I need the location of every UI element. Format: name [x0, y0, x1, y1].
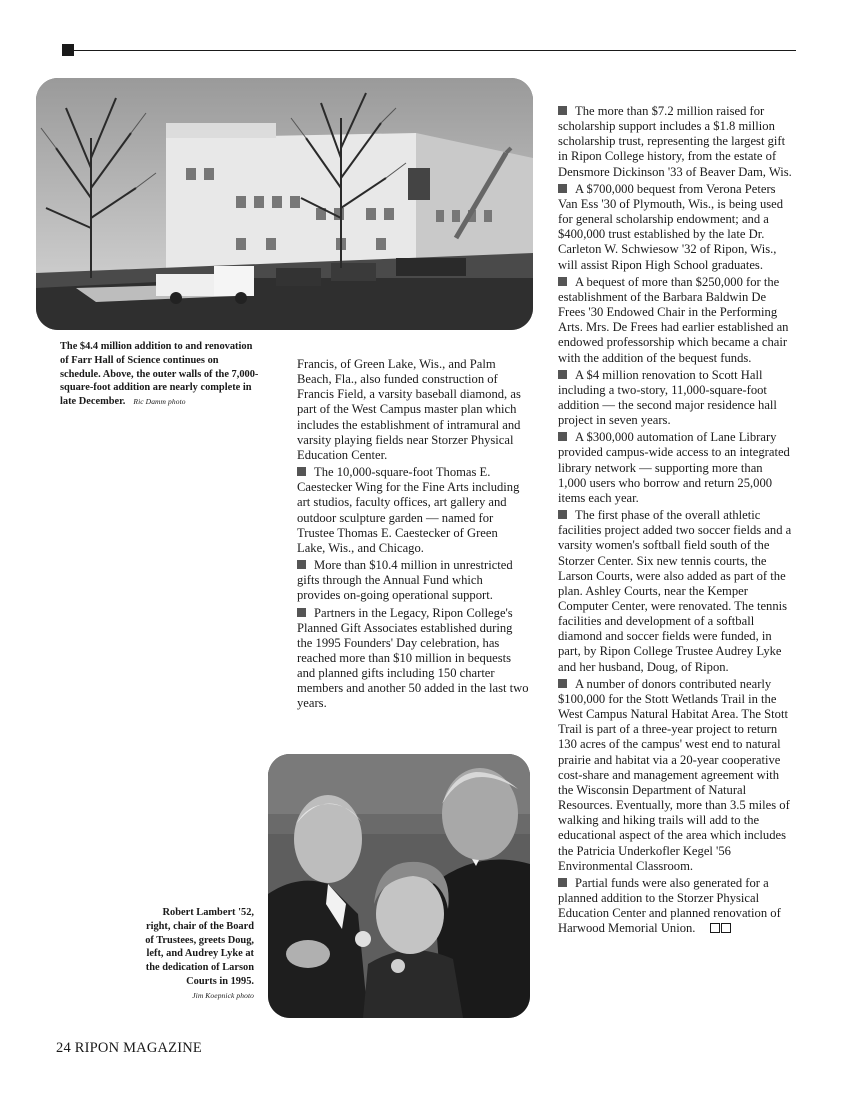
- paragraph-text: Partners in the Legacy, Ripon College's Planned Gift Associates established during the 1995 Founders' Day celebration, has reached more than $10 million in bequests and planned gifts including 150 charter members and another 50 added in the last two years.: [297, 605, 529, 711]
- middle-paragraph: [297, 465, 529, 556]
- square-bullet-icon: [558, 878, 567, 887]
- page-footer: [56, 1040, 202, 1057]
- larson-courts-dedication-photo: [268, 754, 530, 1018]
- paragraph-text: The more than $7.2 million raised for scholarship support includes a $1.8 million scholarship trust, representing the largest gift in Ripon College history, from the estate of Densmore Dickinson '33 of Beaver Dam, Wis.: [558, 104, 792, 179]
- square-bullet-icon: [297, 560, 306, 569]
- end-of-article-icon: [709, 921, 731, 936]
- right-paragraph: [558, 508, 792, 675]
- top-photo-caption: [60, 340, 260, 409]
- right-paragraph: [558, 677, 792, 874]
- square-bullet-icon: [558, 432, 567, 441]
- right-paragraph: [558, 368, 792, 429]
- paragraph-text: A $300,000 automation of Lane Library provided campus-wide access to an integrated library network — supporting more than 1,000 users who borrow and return 25,000 items each year.: [558, 430, 790, 505]
- paragraph-text: A $700,000 bequest from Verona Peters Van Ess '30 of Plymouth, Wis., is being used for general scholarship endowment; and a $400,000 trust established by the late Dr. Carleton W. Schwiesow '32 of Ripon, Wis., will assist Ripon High School graduates.: [558, 181, 784, 272]
- square-bullet-icon: [558, 510, 567, 519]
- bottom-photo-caption: [136, 906, 254, 1003]
- middle-paragraph: [297, 357, 529, 463]
- bottom-photo-credit: Jim Koepnick photo: [192, 990, 254, 1000]
- square-bullet-icon: [558, 277, 567, 286]
- right-paragraph: [558, 104, 792, 180]
- magazine-name: RIPON MAGAZINE: [74, 1040, 202, 1056]
- square-bullet-icon: [297, 467, 306, 476]
- square-bullet-icon: [558, 679, 567, 688]
- square-bullet-icon: [558, 106, 567, 115]
- section-rule-square: [62, 44, 74, 56]
- paragraph-text: Francis, of Green Lake, Wis., and Palm Beach, Fla., also funded construction of Francis Field, a varsity baseball diamond, as part of the West Campus master plan which includes the establishment of intramural and varsity playing fields near Storzer Physical Education Center.: [297, 357, 521, 462]
- paragraph-text: A bequest of more than $250,000 for the establishment of the Barbara Baldwin De Frees '30 Endowed Chair in the Performing Arts. Mrs. De Frees had earlier established an endowed professorship which became a chair with the addition of the bequest funds.: [558, 274, 789, 365]
- square-bullet-icon: [297, 608, 306, 617]
- page-number: 24: [56, 1040, 71, 1056]
- square-bullet-icon: [558, 184, 567, 193]
- middle-paragraph: [297, 558, 529, 603]
- right-text-column: [558, 104, 792, 938]
- bottom-photo-caption-text: Robert Lambert '52, right, chair of the Board of Trustees, greets Doug, left, and Audrey Lyke at the dedication of Larson Courts in 1995.: [145, 907, 254, 987]
- paragraph-text: More than $10.4 million in unrestricted gifts through the Annual Fund which provides on-going operational support.: [297, 558, 513, 603]
- right-paragraph: [558, 182, 792, 273]
- paragraph-text: The first phase of the overall athletic facilities project added two soccer fields and a varsity women's softball field south of the Storzer Center. Six new tennis courts, the Larson Courts, were also added as part of the plan. Ashley Courts, near the Kemper Computer Center, were renovated. The tennis facilities and development of a softball diamond and soccer fields were funded, in part, by Ripon College Trustee Audrey Lyke and her husband, Doug, of Ripon.: [558, 508, 792, 674]
- paragraph-text: The 10,000-square-foot Thomas E. Caestecker Wing for the Fine Arts including art studios, faculty offices, art gallery and outdoor sculpture garden — named for Trustee Thomas E. Caestecker of Green Lake, Wis., and Chicago.: [297, 465, 520, 555]
- paragraph-text: A number of donors contributed nearly $100,000 for the Stott Wetlands Trail in the West Campus Natural Habitat Area. The Stott Trail is part of a three-year project to return 130 acres of the campus' west end to natural prairie and habitat via a 20-year cooperative cost-share and management agreement with the Wisconsin Department of Natural Resources. Eventually, more than 3.5 miles of walking and hiking trails will add to the educational aspect of the area which includes the Patricia Underkofler Kegel '56 Environmental Classroom.: [558, 676, 790, 873]
- right-paragraph: [558, 430, 792, 506]
- right-paragraph: [558, 275, 792, 366]
- middle-text-column: [297, 357, 529, 714]
- middle-paragraph: [297, 606, 529, 712]
- section-rule-line: [74, 50, 796, 51]
- top-photo-credit: Ric Damm photo: [133, 397, 186, 407]
- top-photo-caption-text: The $4.4 million addition to and renovation of Farr Hall of Science continues on schedule. Above, the outer walls of the 7,000-square-foot addition are nearly complete in late December.: [60, 341, 259, 408]
- right-paragraph: [558, 876, 792, 937]
- paragraph-text: Partial funds were also generated for a planned addition to the Storzer Physical Education Center and planned renovation of Harwood Memorial Union.: [558, 875, 781, 936]
- paragraph-text: A $4 million renovation to Scott Hall including a two-story, 11,000-square-foot addition — the second major residence hall project in seven years.: [558, 367, 777, 428]
- square-bullet-icon: [558, 370, 567, 379]
- farr-hall-construction-photo: [36, 78, 533, 330]
